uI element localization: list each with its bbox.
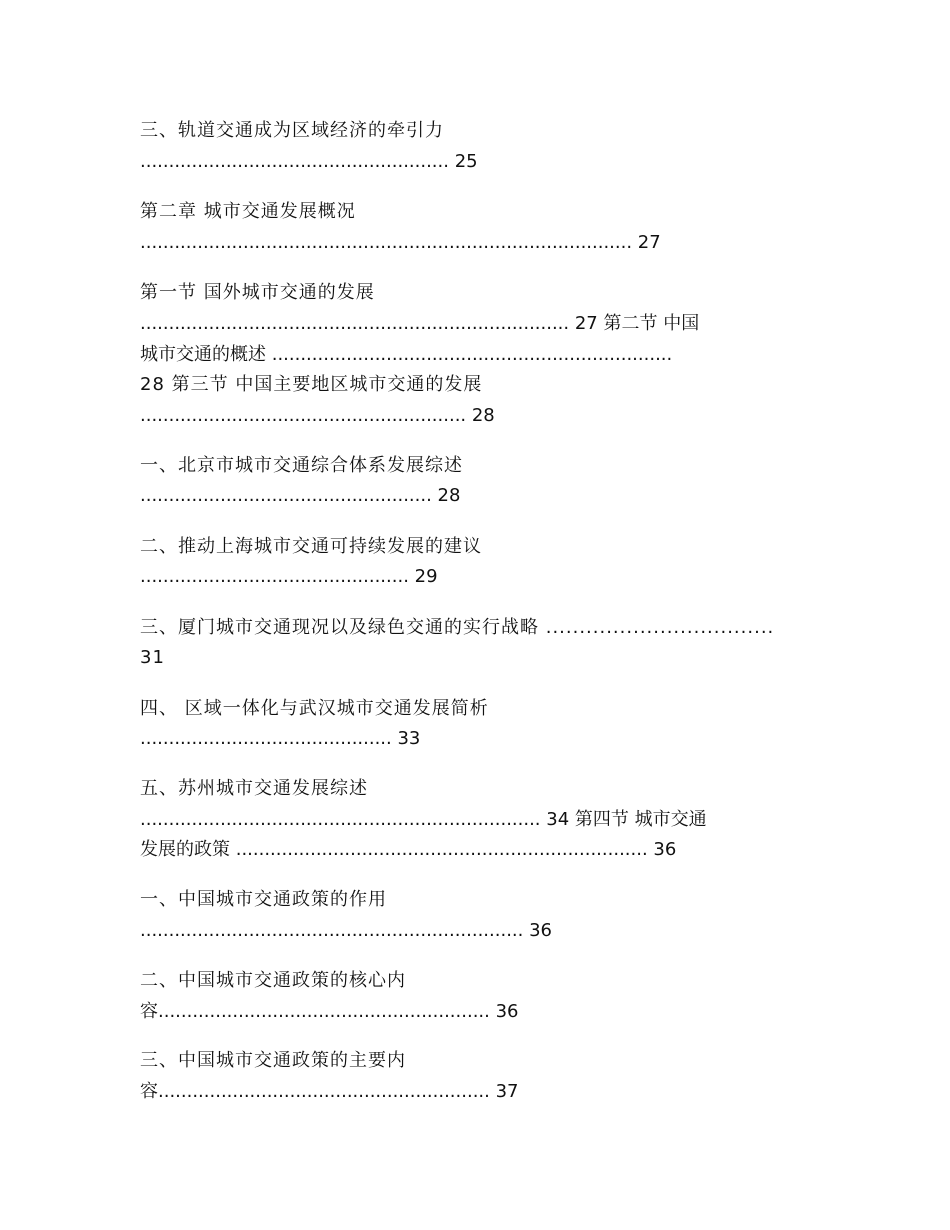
toc-line: 一、北京市城市交通综合体系发展综述 bbox=[140, 455, 463, 476]
toc-line: 容.......................................................... 36 bbox=[140, 1001, 519, 1022]
toc-line: 三、中国城市交通政策的主要内 bbox=[140, 1050, 406, 1071]
toc-line: 二、中国城市交通政策的核心内 bbox=[140, 970, 406, 991]
toc-line: ...................................................... 25 bbox=[140, 151, 478, 172]
toc-line: 容.......................................................... 37 bbox=[140, 1081, 519, 1102]
toc-line: ............................................... 29 bbox=[140, 566, 438, 587]
toc-line: 第一节 国外城市交通的发展 bbox=[140, 282, 375, 303]
toc-line: 城市交通的概述 ...................................................................... bbox=[140, 344, 673, 365]
toc-line: ...................................................................................... 27 bbox=[140, 232, 661, 253]
toc-line: 二、推动上海城市交通可持续发展的建议 bbox=[140, 536, 482, 557]
toc-line: 四、 区域一体化与武汉城市交通发展简析 bbox=[140, 698, 489, 719]
toc-line: 发展的政策 ........................................................................ 36 bbox=[140, 839, 677, 860]
toc-line: ................................................................... 36 bbox=[140, 920, 552, 941]
toc-line: 28 第三节 中国主要地区城市交通的发展 bbox=[140, 374, 483, 395]
toc-line: 31 bbox=[140, 647, 165, 668]
toc-line: 一、中国城市交通政策的作用 bbox=[140, 889, 387, 910]
toc-line: 五、苏州城市交通发展综述 bbox=[140, 778, 368, 799]
toc-line: ........................................................................... 27 第二节 中国 bbox=[140, 313, 700, 334]
toc-line: ................................................... 28 bbox=[140, 485, 461, 506]
toc-line: 三、轨道交通成为区域经济的牵引力 bbox=[140, 120, 444, 141]
toc-line: ............................................ 33 bbox=[140, 728, 421, 749]
toc-line: ...................................................................... 34 第四节 城市交通 bbox=[140, 809, 707, 830]
toc-line: ......................................................... 28 bbox=[140, 405, 495, 426]
toc-line: 第二章 城市交通发展概况 bbox=[140, 201, 356, 222]
toc-line: 三、厦门城市交通现况以及绿色交通的实行战略 .................................. bbox=[140, 617, 775, 638]
